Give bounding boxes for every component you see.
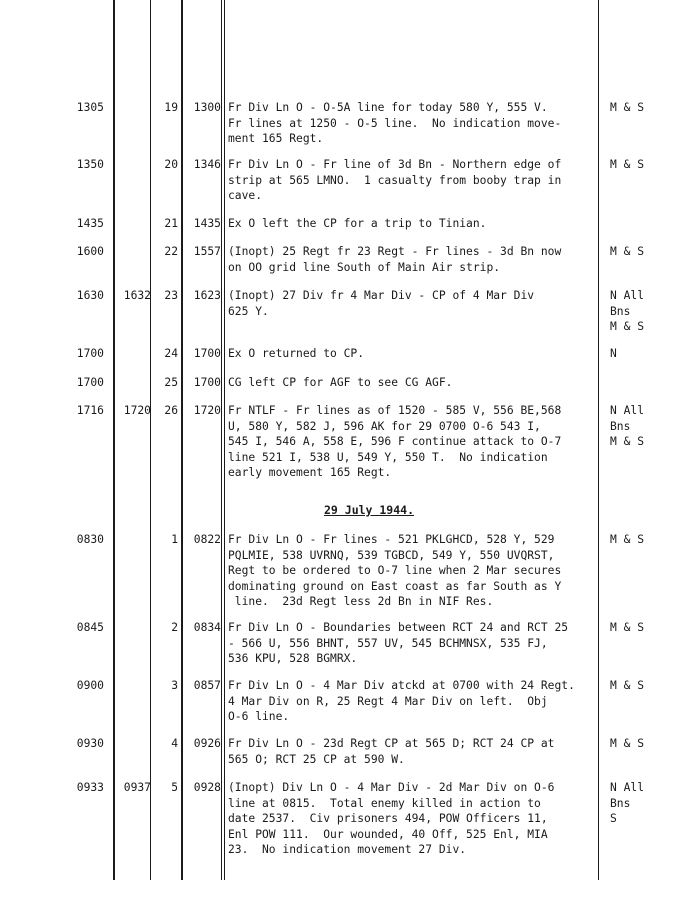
date-header: 29 July 1944. bbox=[324, 503, 415, 517]
message-text: (Inopt) 27 Div fr 4 Mar Div - CP of 4 Mar Div 625 Y. bbox=[228, 289, 535, 318]
time-received: 1716 bbox=[76, 404, 104, 417]
time-received: 0830 bbox=[76, 533, 104, 546]
column-rule-3 bbox=[181, 0, 183, 880]
serial-number: 20 bbox=[164, 158, 178, 171]
message-time: 1435 bbox=[193, 217, 221, 230]
message-text: Ex O left the CP for a trip to Tinian. bbox=[228, 217, 487, 230]
message-time: 0926 bbox=[193, 737, 221, 750]
time-received: 1700 bbox=[76, 347, 104, 360]
serial-number: 3 bbox=[171, 679, 178, 692]
action-taken: M & S bbox=[610, 158, 645, 171]
message-text: Fr Div Ln O - Fr line of 3d Bn - Northern edge of strip at 565 LMNO. 1 casualty from booby trap in cave. bbox=[228, 158, 562, 202]
message-text: CG left CP for AGF to see CG AGF. bbox=[228, 376, 453, 389]
time-received: 1630 bbox=[76, 289, 104, 302]
serial-number: 22 bbox=[164, 245, 178, 258]
message-time: 0822 bbox=[193, 533, 221, 546]
column-rule-4b bbox=[224, 0, 225, 880]
column-rule-2 bbox=[150, 0, 151, 880]
action-taken: N All Bns M & S bbox=[610, 289, 645, 333]
serial-number: 4 bbox=[171, 737, 178, 750]
message-text: (Inopt) Div Ln O - 4 Mar Div - 2d Mar Div on O-6 line at 0815. Total enemy killed in action to date 2537. Civ prisoners 494, POW Officers 11, Enl POW 111. Our wounded, 40 Off, 525 Enl, MIA 23. No indication movement 27 Div. bbox=[228, 781, 555, 856]
serial-number: 25 bbox=[164, 376, 178, 389]
time-received: 0845 bbox=[76, 621, 104, 634]
message-time: 0857 bbox=[193, 679, 221, 692]
time-received: 0930 bbox=[76, 737, 104, 750]
serial-number: 5 bbox=[171, 781, 178, 794]
action-taken: M & S bbox=[610, 679, 645, 692]
serial-number: 21 bbox=[164, 217, 178, 230]
time-received: 0933 bbox=[76, 781, 104, 794]
message-time: 1300 bbox=[193, 101, 221, 114]
time-received: 1600 bbox=[76, 245, 104, 258]
message-text: (Inopt) 25 Regt fr 23 Regt - Fr lines - 3d Bn now on OO grid line South of Main Air strip. bbox=[228, 245, 562, 274]
action-taken: N All Bns S bbox=[610, 781, 645, 825]
time-received: 1350 bbox=[76, 158, 104, 171]
time-logged: 0937 bbox=[123, 781, 151, 794]
message-text: Fr Div Ln O - 23d Regt CP at 565 D; RCT 24 CP at 565 O; RCT 25 CP at 590 W. bbox=[228, 737, 555, 766]
action-taken: M & S bbox=[610, 737, 645, 750]
message-time: 0928 bbox=[193, 781, 221, 794]
message-time: 1346 bbox=[193, 158, 221, 171]
message-text: Fr Div Ln O - Boundaries between RCT 24 and RCT 25 - 566 U, 556 BHNT, 557 UV, 545 BCHMNSX, 535 FJ, 536 KPU, 528 BGMRX. bbox=[228, 621, 569, 665]
serial-number: 2 bbox=[171, 621, 178, 634]
message-text: Fr Div Ln O - O-5A line for today 580 Y, 555 V. Fr lines at 1250 - O-5 line. No indication move- ment 165 Regt. bbox=[228, 101, 562, 145]
message-time: 1720 bbox=[193, 404, 221, 417]
action-taken: M & S bbox=[610, 621, 645, 634]
serial-number: 23 bbox=[164, 289, 178, 302]
message-text: Fr Div Ln O - Fr lines - 521 PKLGHCD, 528 Y, 529 PQLMIE, 538 UVRNQ, 539 TGBCD, 549 Y, 550 UVQRST, Regt to be ordered to O-7 line when 2 Mar secures dominating ground on East coast as far South as Y line. 23d Regt less 2d Bn in NIF Res. bbox=[228, 533, 562, 608]
message-time: 1623 bbox=[193, 289, 221, 302]
time-logged: 1720 bbox=[123, 404, 151, 417]
time-received: 1700 bbox=[76, 376, 104, 389]
action-taken: N All Bns M & S bbox=[610, 404, 645, 448]
action-taken: M & S bbox=[610, 533, 645, 546]
action-taken: M & S bbox=[610, 101, 645, 114]
time-received: 0900 bbox=[76, 679, 104, 692]
message-text: Fr NTLF - Fr lines as of 1520 - 585 V, 556 BE,568 U, 580 Y, 582 J, 596 AK for 29 0700 O-6 543 I, 545 I, 546 A, 558 E, 596 F continue attack to O-7 line 521 I, 538 U, 549 Y, 550 T. No indication early movement 165 Regt. bbox=[228, 404, 562, 479]
action-taken: M & S bbox=[610, 245, 645, 258]
time-logged: 1632 bbox=[123, 289, 151, 302]
serial-number: 19 bbox=[164, 101, 178, 114]
message-time: 1557 bbox=[193, 245, 221, 258]
time-received: 1435 bbox=[76, 217, 104, 230]
message-text: Fr Div Ln O - 4 Mar Div atckd at 0700 with 24 Regt. 4 Mar Div on R, 25 Regt 4 Mar Div on left. Obj O-6 line. bbox=[228, 679, 575, 723]
serial-number: 24 bbox=[164, 347, 178, 360]
serial-number: 26 bbox=[164, 404, 178, 417]
message-time: 1700 bbox=[193, 376, 221, 389]
serial-number: 1 bbox=[171, 533, 178, 546]
message-time: 0834 bbox=[193, 621, 221, 634]
column-rule-1 bbox=[113, 0, 115, 880]
time-received: 1305 bbox=[76, 101, 104, 114]
column-rule-5 bbox=[598, 0, 599, 880]
column-rule-4a bbox=[221, 0, 222, 880]
action-taken: N bbox=[610, 347, 617, 360]
message-text: Ex O returned to CP. bbox=[228, 347, 365, 360]
message-time: 1700 bbox=[193, 347, 221, 360]
